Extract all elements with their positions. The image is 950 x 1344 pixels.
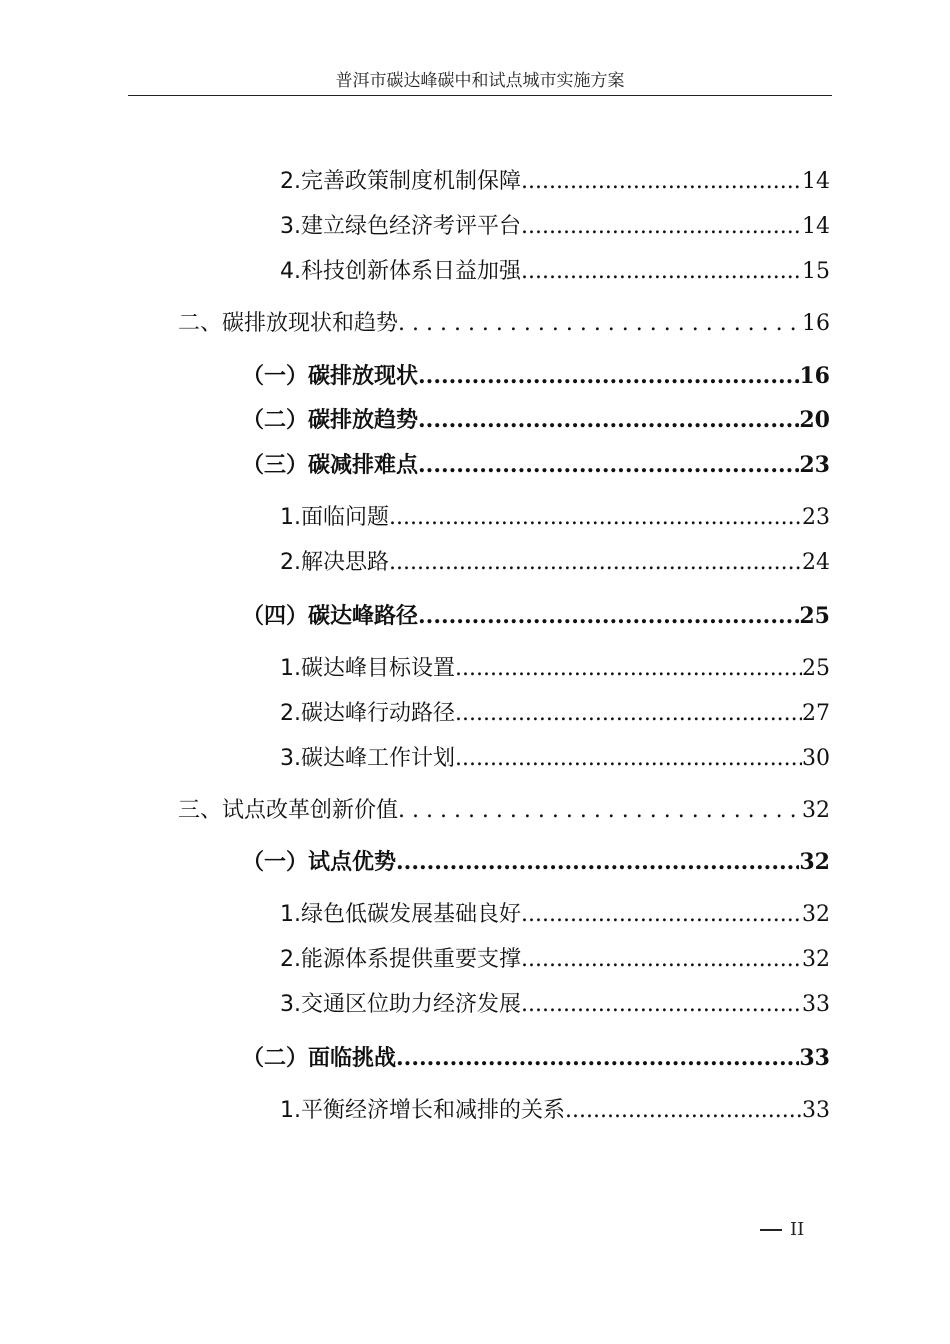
toc-page-number: 24	[802, 550, 830, 575]
toc-page-number: 32	[802, 798, 830, 823]
toc-entry[interactable]	[280, 256, 830, 288]
toc-entry-label: 3.建立绿色经济考评平台	[280, 214, 521, 239]
toc-page-number: 16	[802, 311, 830, 336]
toc-leader-dots	[418, 404, 799, 436]
toc-entry[interactable]	[280, 166, 830, 198]
toc-entry-label: 1.面临问题	[280, 505, 389, 530]
toc-leader-dots	[389, 547, 802, 579]
page-footer	[760, 1216, 804, 1244]
toc-entry-label: 1.平衡经济增长和减排的关系	[280, 1098, 565, 1123]
toc-entry-label: 2.碳达峰行动路径	[280, 701, 455, 726]
toc-page-number: 30	[802, 746, 830, 771]
page-number: II	[790, 1219, 805, 1240]
toc-entry-label: （一）碳排放现状	[242, 364, 419, 389]
toc-entry[interactable]	[280, 1095, 830, 1127]
toc-leader-dots	[455, 743, 802, 775]
toc-page-number: 15	[802, 259, 830, 284]
toc-leader-dots	[521, 166, 802, 198]
toc-leader-dots	[418, 600, 799, 632]
toc-entry[interactable]	[280, 743, 830, 775]
toc-entry-label: 3.碳达峰工作计划	[280, 746, 455, 771]
toc-entry[interactable]	[242, 600, 830, 632]
toc-entry-label: 2.完善政策制度机制保障	[280, 169, 521, 194]
toc-entry[interactable]	[242, 449, 830, 481]
toc-entry[interactable]	[178, 308, 830, 340]
toc-page-number: 32	[799, 849, 830, 875]
running-header: 普洱市碳达峰碳中和试点城市实施方案	[335, 71, 625, 91]
toc-entry-label: 二、碳排放现状和趋势	[178, 311, 399, 336]
toc-entry-label: 1.碳达峰目标设置	[280, 656, 455, 681]
toc-entry-label: 三、试点改革创新价值	[178, 798, 399, 823]
toc-page-number: 33	[802, 1098, 830, 1123]
toc-leader-dots	[398, 308, 802, 340]
toc-entry[interactable]	[280, 989, 830, 1021]
toc-page-number: 27	[802, 701, 830, 726]
toc-page-number: 25	[799, 603, 830, 629]
toc-entry[interactable]	[242, 1042, 830, 1074]
toc-page-number: 33	[799, 1045, 830, 1071]
toc-entry[interactable]	[280, 698, 830, 730]
toc-entry-label: 4.科技创新体系日益加强	[280, 259, 521, 284]
toc-leader-dots	[521, 211, 802, 243]
toc-page-number: 23	[802, 505, 830, 530]
toc-page-number: 20	[799, 407, 830, 433]
toc-entry-label: （三）碳减排难点	[242, 453, 419, 478]
toc-leader-dots	[418, 449, 799, 481]
toc-entry[interactable]	[280, 899, 830, 931]
toc-entry[interactable]	[280, 653, 830, 685]
toc-entry[interactable]	[280, 944, 830, 976]
toc-leader-dots	[396, 1042, 799, 1074]
toc-leader-dots	[389, 502, 802, 534]
toc-entry-label: 1.绿色低碳发展基础良好	[280, 902, 521, 927]
toc-leader-dots	[521, 989, 802, 1021]
toc-page-number: 14	[802, 214, 830, 239]
toc-page-number: 14	[802, 169, 830, 194]
toc-leader-dots	[396, 846, 799, 878]
toc-entry-label: （二）面临挑战	[242, 1046, 397, 1071]
toc-page-number: 33	[802, 992, 830, 1017]
toc-leader-dots	[398, 795, 802, 827]
toc-leader-dots	[565, 1095, 802, 1127]
toc-entry[interactable]	[280, 211, 830, 243]
toc-entry[interactable]	[178, 795, 830, 827]
toc-page-number: 25	[802, 656, 830, 681]
toc-entry-label: （二）碳排放趋势	[242, 408, 419, 433]
toc-entry[interactable]	[242, 846, 830, 878]
toc-entry[interactable]	[280, 547, 830, 579]
toc-page-number: 23	[799, 452, 830, 478]
toc-page-number: 32	[802, 902, 830, 927]
footer-dash	[760, 1229, 782, 1231]
toc-leader-dots	[455, 698, 802, 730]
toc-entry-label: 2.解决思路	[280, 550, 389, 575]
toc-leader-dots	[521, 899, 802, 931]
toc-entry[interactable]	[242, 360, 830, 392]
toc-leader-dots	[418, 360, 799, 392]
toc-entry-label: （一）试点优势	[242, 850, 397, 875]
toc-entry-label: 3.交通区位助力经济发展	[280, 992, 521, 1017]
toc-leader-dots	[521, 944, 802, 976]
toc-entry-label: （四）碳达峰路径	[242, 604, 419, 629]
toc-leader-dots	[455, 653, 802, 685]
toc-leader-dots	[521, 256, 802, 288]
toc-page-number: 32	[802, 947, 830, 972]
toc-entry[interactable]	[242, 404, 830, 436]
header-divider	[128, 95, 832, 96]
toc-page-number: 16	[799, 363, 830, 389]
toc-entry[interactable]	[280, 502, 830, 534]
toc-entry-label: 2.能源体系提供重要支撑	[280, 947, 521, 972]
